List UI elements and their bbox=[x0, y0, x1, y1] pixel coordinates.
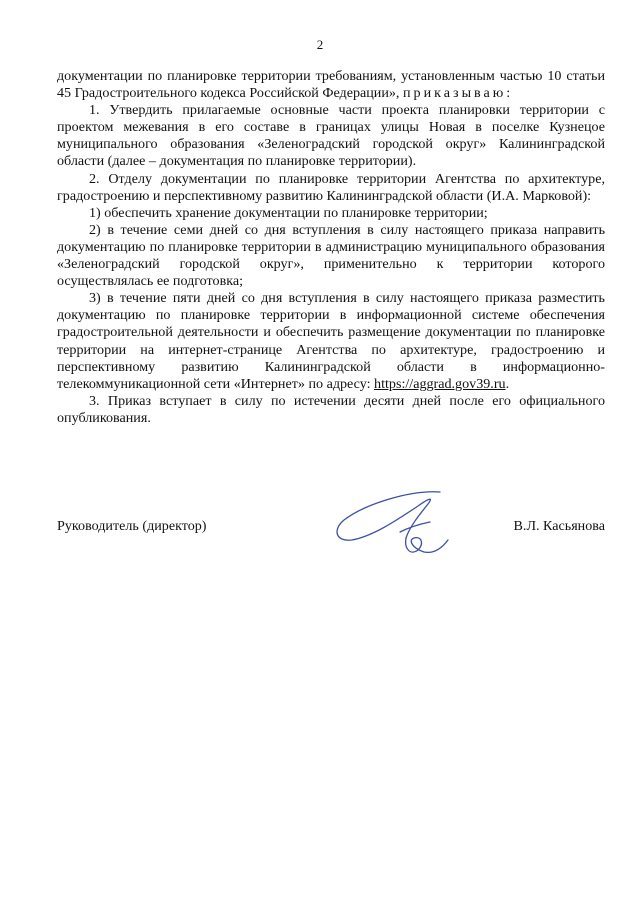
item-3: 3. Приказ вступает в силу по истечении десяти дней после его официального опубликования. bbox=[57, 392, 605, 426]
item-2: 2. Отделу документации по планировке территории Агентства по архитектуре, градостроению и перспективному развитию Калининградской области (И.А. Марковой): bbox=[57, 170, 605, 204]
page-number: 2 bbox=[316, 37, 324, 52]
opening-paragraph bbox=[57, 68, 605, 102]
item-1: 1. Утвердить прилагаемые основные части проекта планировки территории с проектом межевания в его составе в границах улицы Новая в поселке Кузнецое муниципального образования «Зеленоградский городской округ» Калининградской области (далее – документация по планировке территории). bbox=[57, 102, 605, 170]
document-body bbox=[57, 68, 605, 427]
signature-letter-stroke bbox=[406, 538, 448, 553]
agency-website-link[interactable]: https://aggrad.gov39.ru bbox=[374, 375, 506, 392]
signer-name: В.Л. Касьянова bbox=[513, 518, 605, 534]
item-2-subitem-3-end: . bbox=[505, 375, 510, 392]
opening-text: документации по планировке территории требованиям, установленным частью 10 статьи 45 Градостроительного кодекса Российской Федерации», bbox=[57, 68, 605, 102]
item-2-subitem-1: 1) обеспечить хранение документации по планировке территории; bbox=[89, 204, 488, 221]
item-2-subitem-3-text: 3) в течение пяти дней со дня вступления в силу настоящего приказа разместить документацию по планировке территории в информационной системе обеспечения градостроительной деятельности и обеспечить размещение документации по планировке территории на интернет-странице Агентства по архитектуре, градостроению и перспективному развитию Калининградской области в информационно-телекоммуникационной сети «Интернет» по адресу: bbox=[57, 290, 605, 392]
signer-position: Руководитель (директор) bbox=[57, 518, 207, 534]
order-word: приказываю: bbox=[402, 85, 514, 102]
item-2-subitem-3 bbox=[57, 290, 605, 393]
item-2-subitem-2: 2) в течение семи дней со дня вступления в силу настоящего приказа направить документацию по планировке территории в администрацию муниципального образования «Зеленоградский городской округ», применительно к территории которого осуществлялась ее подготовка; bbox=[57, 221, 605, 290]
signature-block bbox=[57, 518, 605, 538]
